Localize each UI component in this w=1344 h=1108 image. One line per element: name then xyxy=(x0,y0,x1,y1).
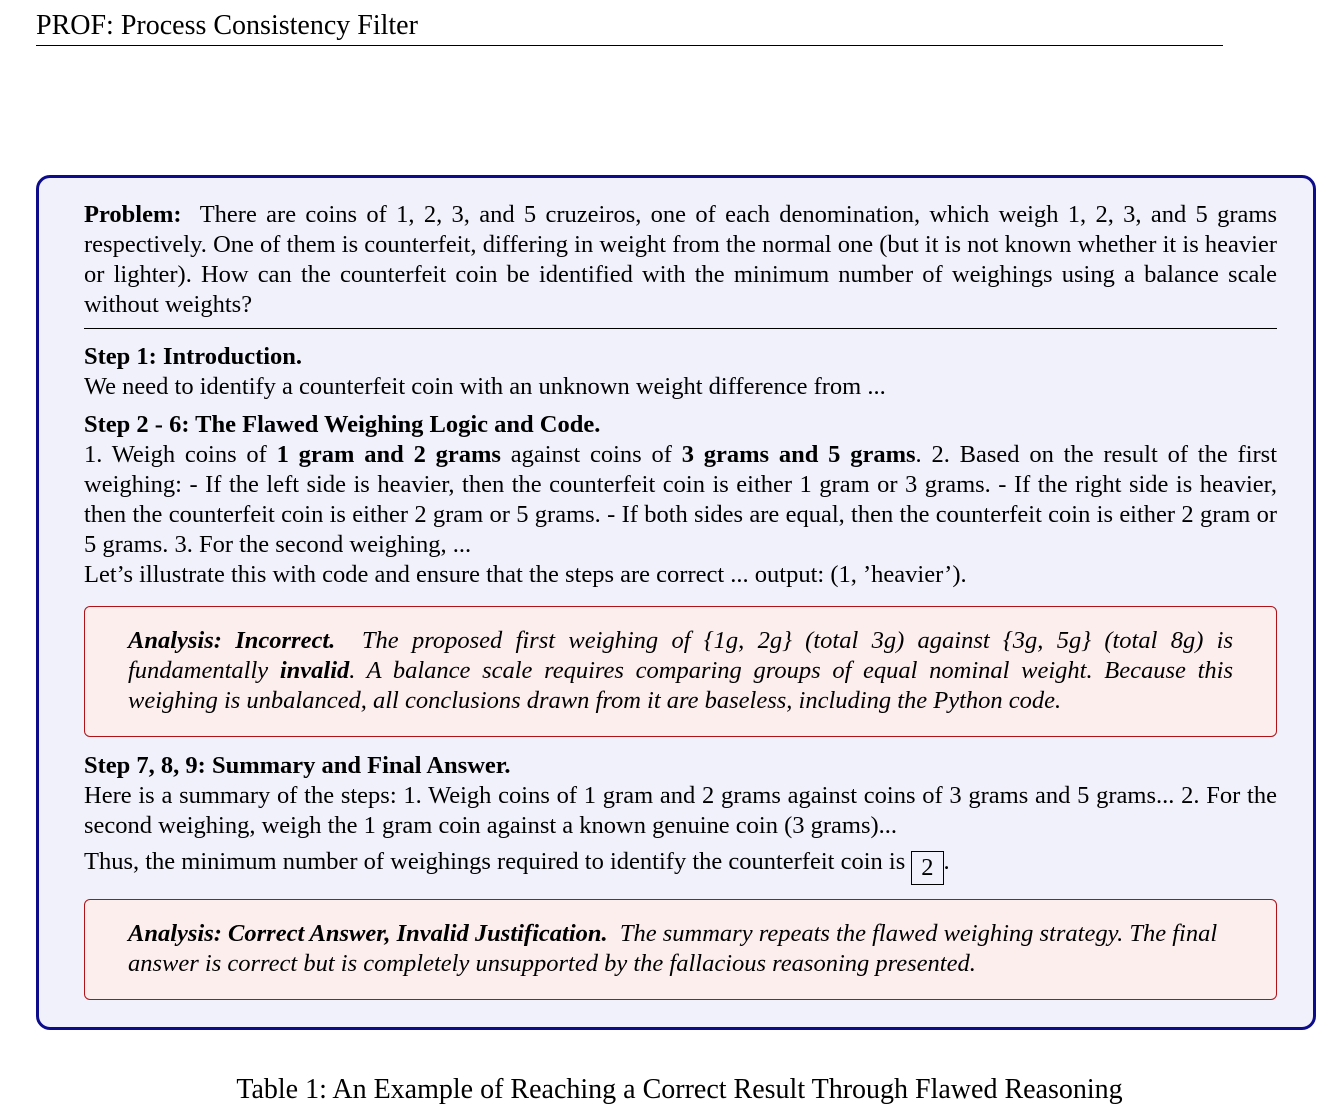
step-1-text: We need to identify a counterfeit coin with an unknown weight difference from ... xyxy=(84,373,886,400)
step-2-6-code-line: Let’s illustrate this with code and ensure that the steps are correct ... output: (1, ’heavier’). xyxy=(84,561,967,588)
final-answer-box: 2 xyxy=(911,851,943,885)
analysis-1-bold: invalid xyxy=(279,657,350,684)
step-2-6 xyxy=(84,410,1277,590)
paper-title: PROF: Process Consistency Filter xyxy=(36,10,418,41)
step-7-9 xyxy=(84,751,1277,885)
step-2-6-text-part3: . 2. Based on the result of the first weighing: - If the left side is heavier, then the counterfeit coin is either 1 gram or 3 grams. - If the right side is heavier, then the counterfeit coin is either 2 gram or 5 grams. - If both sides are equal, then the counterfeit coin is either 2 gram or 5 grams. 3. For the second weighing, ... xyxy=(84,441,1278,558)
example-content xyxy=(84,200,1277,1000)
problem-statement xyxy=(84,200,1277,329)
example-box xyxy=(36,175,1316,1030)
analysis-1-text-a: The proposed first weighing of {1g, 2g} (total 3g) against {3g, 5g} (total 8g) is fundamentally xyxy=(128,627,1234,684)
analysis-1-label: Analysis: Incorrect. xyxy=(128,627,336,654)
step-1 xyxy=(84,342,1277,402)
final-answer-prefix: Thus, the minimum number of weighings required to identify the counterfeit coin is xyxy=(84,848,906,875)
analysis-2-label: Analysis: Correct Answer, Invalid Justification. xyxy=(128,920,608,947)
analysis-box-invalid-justification xyxy=(84,899,1277,1000)
step-1-heading: Step 1: Introduction. xyxy=(84,343,303,370)
step-2-6-bold-right-pan: 3 grams and 5 grams xyxy=(681,441,916,468)
running-header xyxy=(36,8,1223,46)
problem-label: Problem: xyxy=(84,201,182,228)
problem-text: There are coins of 1, 2, 3, and 5 cruzeiros, one of each denomination, which weigh 1, 2, 3, and 5 grams respectively. One of them is counterfeit, differing in weight from the normal one (but it is not known whether it is heavier or lighter). How can the counterfeit coin be identified with the minimum number of weighings using a balance scale without weights? xyxy=(84,201,1277,318)
step-7-9-heading: Step 7, 8, 9: Summary and Final Answer. xyxy=(84,752,511,779)
step-7-9-text: Here is a summary of the steps: 1. Weigh coins of 1 gram and 2 grams against coins of 3 grams and 5 grams... 2. For the second weighing, weigh the 1 gram coin against a known genuine coin (3 grams)... xyxy=(84,782,1277,839)
step-2-6-text xyxy=(84,440,1277,560)
table-caption: Table 1: An Example of Reaching a Correct Result Through Flawed Reasoning xyxy=(236,1074,1123,1105)
final-answer-line xyxy=(84,847,1277,885)
step-2-6-text-part1: 1. Weigh coins of xyxy=(84,441,277,468)
analysis-1-text-b: . A balance scale requires comparing groups of equal nominal weight. Because this weighing is unbalanced, all conclusions drawn from it are baseless, including the Python code. xyxy=(128,657,1234,714)
step-2-6-bold-left-pan: 1 gram and 2 grams xyxy=(276,441,501,468)
step-2-6-heading: Step 2 - 6: The Flawed Weighing Logic and Code. xyxy=(84,411,601,438)
analysis-2-text: The summary repeats the flawed weighing strategy. The final answer is correct but is completely unsupported by the fallacious reasoning presented. xyxy=(128,920,1218,977)
step-2-6-text-part2: against coins of xyxy=(500,441,682,468)
analysis-box-incorrect xyxy=(84,606,1277,737)
final-answer-suffix: . xyxy=(943,848,950,875)
